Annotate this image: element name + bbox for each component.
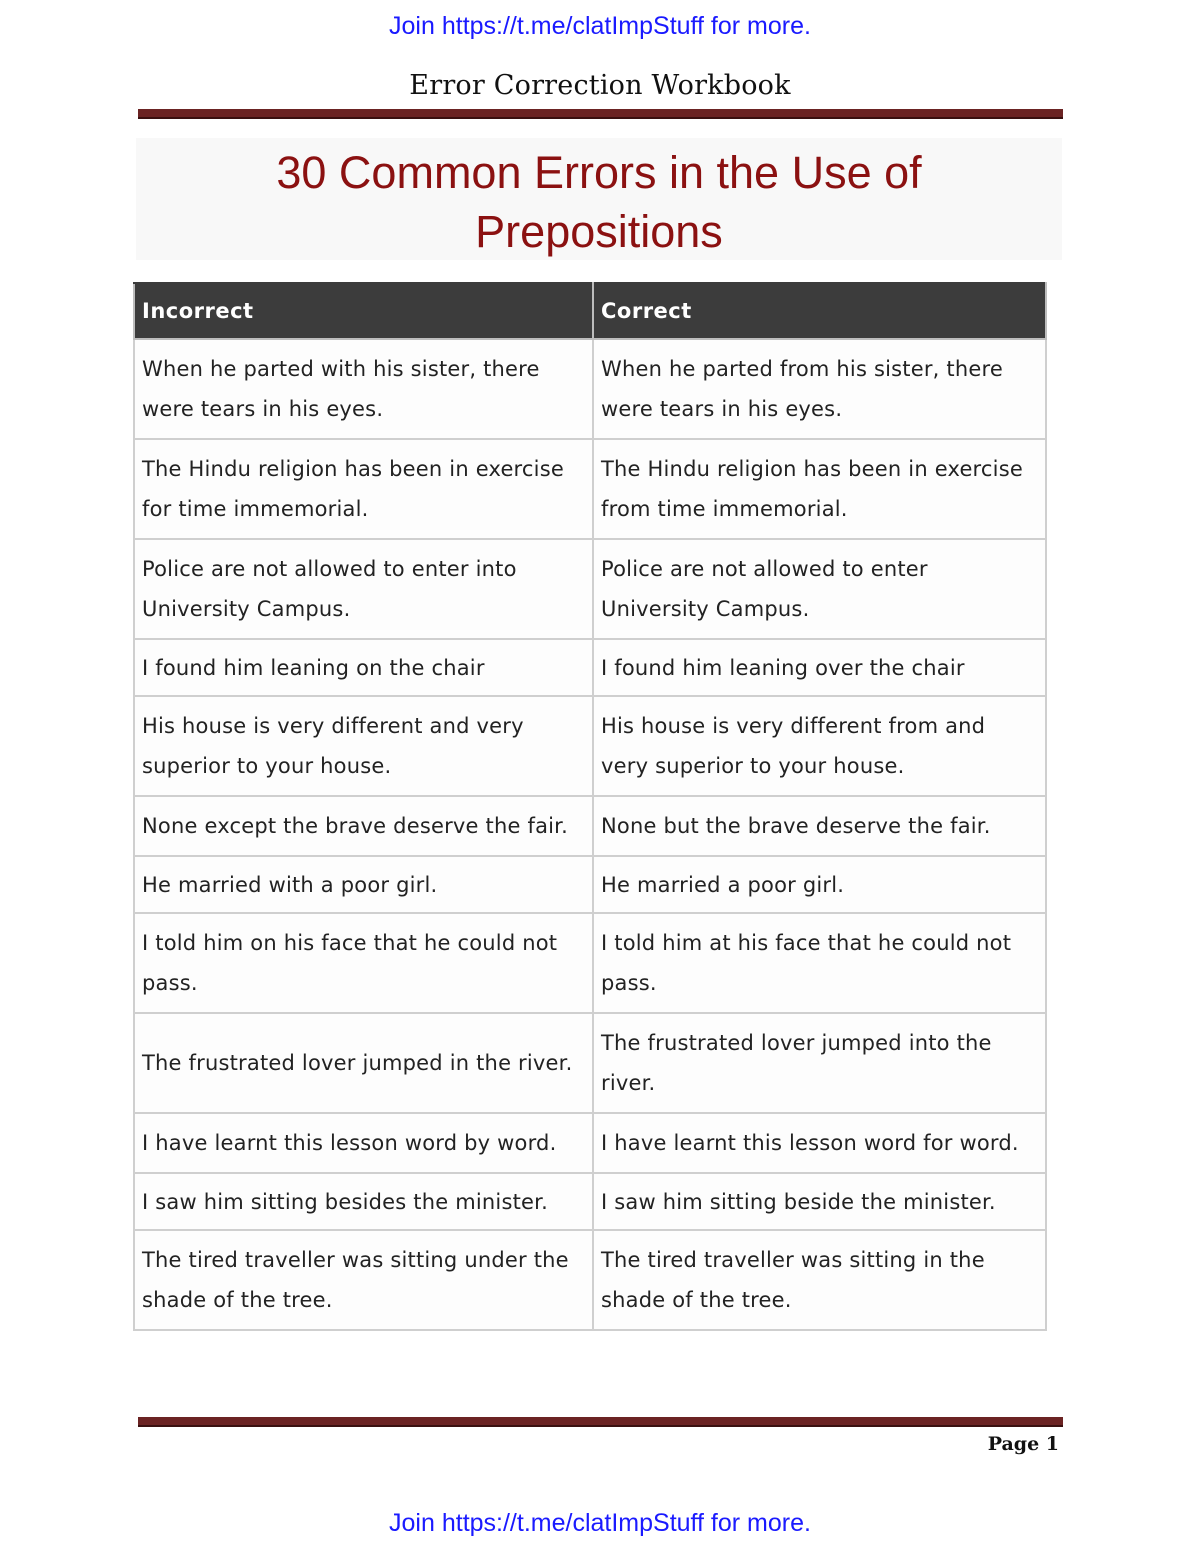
page-title [136,143,1062,261]
correct-cell: When he parted from his sister, there were tears in his eyes. [593,339,1046,439]
page-title-line-1: 30 Common Errors in the Use of [276,147,922,198]
errors-table [133,282,1047,1331]
table-row [134,1013,1046,1113]
telegram-promo-link-top[interactable]: Join https://t.me/clatImpStuff for more. [389,12,811,40]
table-row [134,1230,1046,1330]
correct-cell: Police are not allowed to enter University Campus. [593,539,1046,639]
table-row [134,913,1046,1013]
correct-cell: None but the brave deserve the fair. [593,796,1046,856]
correct-cell: I found him leaning over the chair [593,639,1046,696]
incorrect-cell: I found him leaning on the chair [134,639,593,696]
incorrect-cell: The tired traveller was sitting under the shade of the tree. [134,1230,593,1330]
table-row [134,1173,1046,1230]
table-row [134,539,1046,639]
column-header-correct: Correct [593,283,1046,339]
table-row [134,856,1046,913]
table-row [134,339,1046,439]
incorrect-cell: Police are not allowed to enter into University Campus. [134,539,593,639]
incorrect-cell: I have learnt this lesson word by word. [134,1113,593,1173]
incorrect-cell: He married with a poor girl. [134,856,593,913]
column-header-incorrect: Incorrect [134,283,593,339]
incorrect-cell: The frustrated lover jumped in the river. [134,1013,593,1113]
incorrect-cell: None except the brave deserve the fair. [134,796,593,856]
incorrect-cell: His house is very different and very superior to your house. [134,696,593,796]
running-header-title: Error Correction Workbook [409,70,791,101]
incorrect-cell: When he parted with his sister, there were tears in his eyes. [134,339,593,439]
correct-cell: The tired traveller was sitting in the shade of the tree. [593,1230,1046,1330]
incorrect-cell: I saw him sitting besides the minister. [134,1173,593,1230]
correct-cell: The Hindu religion has been in exercise from time immemorial. [593,439,1046,539]
correct-cell: I have learnt this lesson word for word. [593,1113,1046,1173]
correct-cell: I told him at his face that he could not pass. [593,913,1046,1013]
table-row [134,796,1046,856]
correct-cell: The frustrated lover jumped into the river. [593,1013,1046,1113]
table-header-row [134,283,1046,339]
footer-divider [138,1417,1063,1427]
incorrect-cell: I told him on his face that he could not pass. [134,913,593,1013]
table-row [134,696,1046,796]
correct-cell: I saw him sitting beside the minister. [593,1173,1046,1230]
correct-cell: His house is very different from and very superior to your house. [593,696,1046,796]
table-row [134,439,1046,539]
header-divider [138,109,1063,119]
table-row [134,1113,1046,1173]
page-title-line-2: Prepositions [475,206,723,257]
table-row [134,639,1046,696]
page-number: Page 1 [987,1433,1059,1455]
telegram-promo-link-bottom[interactable]: Join https://t.me/clatImpStuff for more. [389,1509,811,1537]
incorrect-cell: The Hindu religion has been in exercise for time immemorial. [134,439,593,539]
correct-cell: He married a poor girl. [593,856,1046,913]
